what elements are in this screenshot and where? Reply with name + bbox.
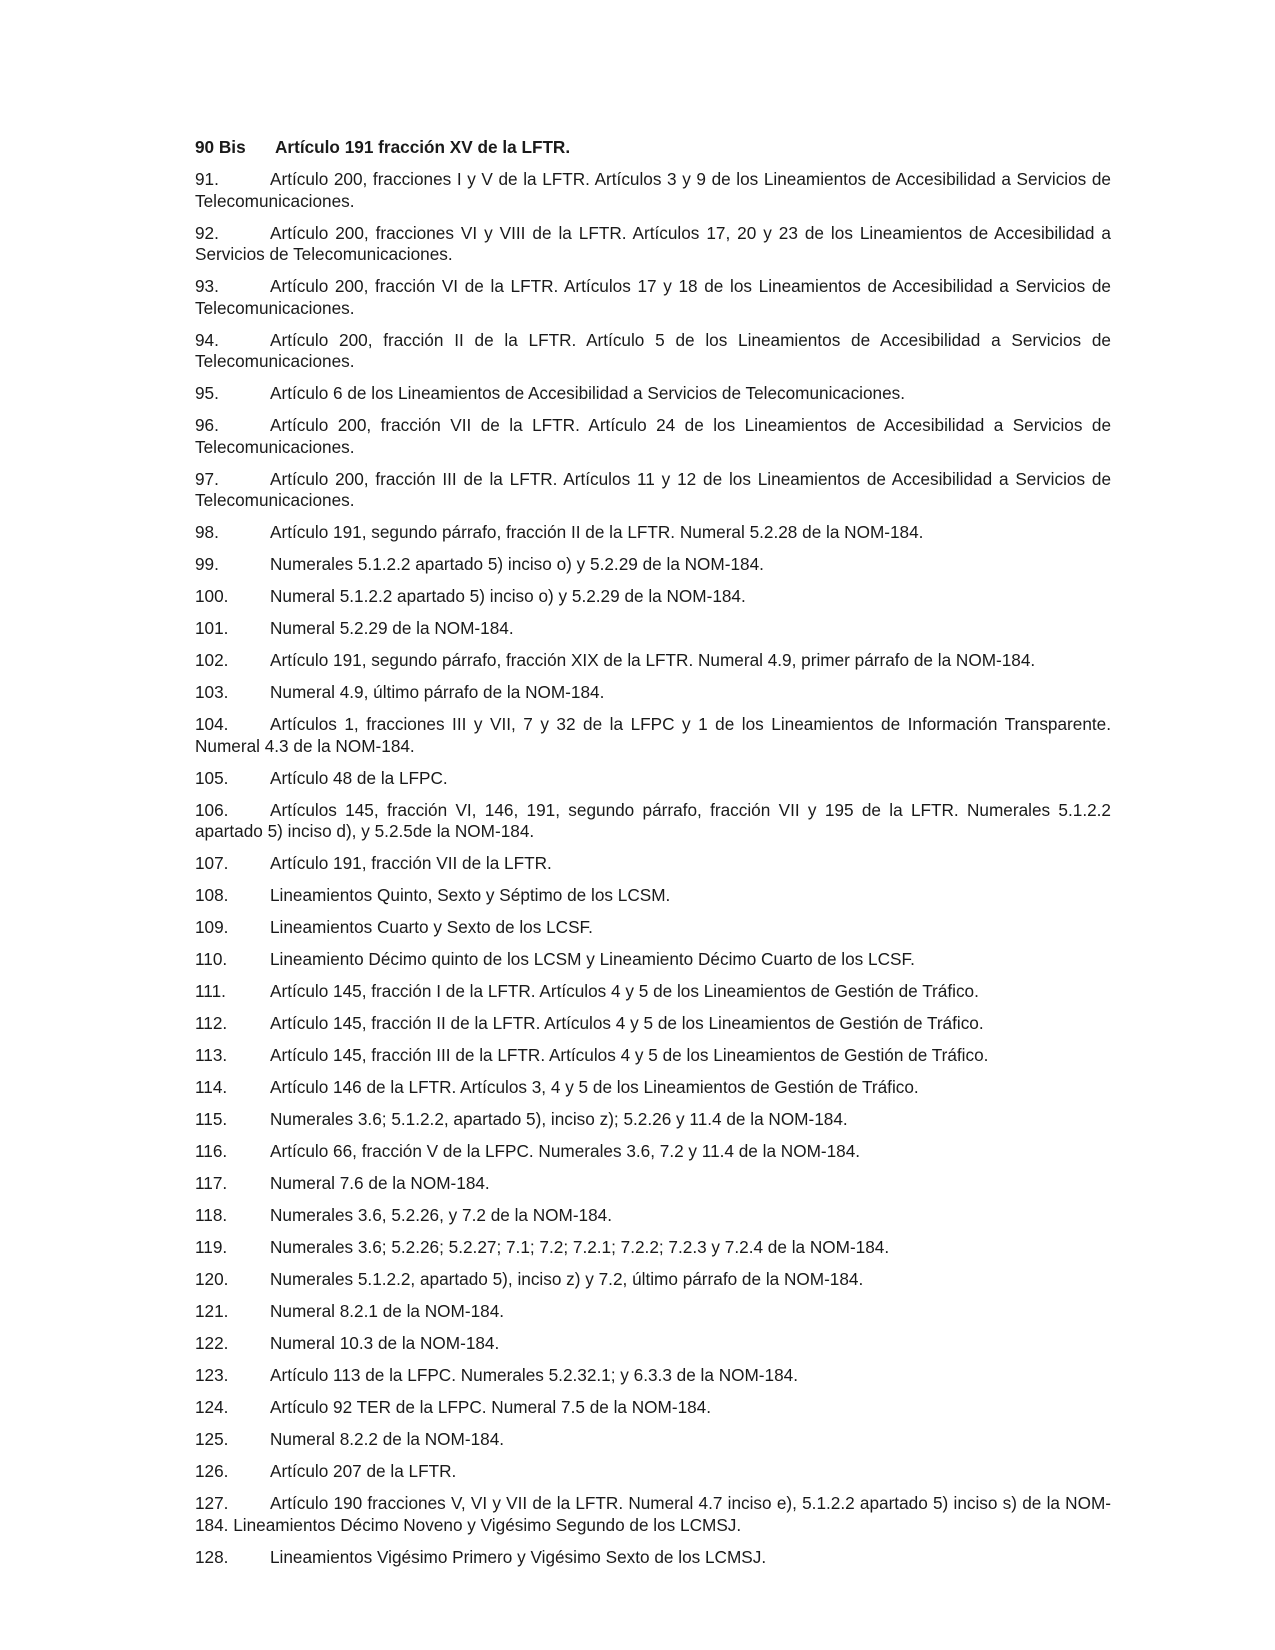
footnote-text: Artículo 48 de la LFPC. xyxy=(270,767,448,788)
footnote-text: Artículo 66, fracción V de la LFPC. Numerales 3.6, 7.2 y 11.4 de la NOM-184. xyxy=(270,1141,861,1161)
footnote-number: 106. xyxy=(195,799,229,820)
footnote-entry xyxy=(195,853,1111,875)
footnote-text: Numeral 5.2.29 de la NOM-184. xyxy=(270,618,514,638)
footnote-number: 105. xyxy=(195,767,229,788)
footnote-entry xyxy=(195,1109,1111,1131)
footnote-number: 95. xyxy=(195,383,219,403)
footnote-entry xyxy=(195,981,1111,1003)
footnote-text: Lineamiento Décimo quinto de los LCSM y Lineamiento Décimo Cuarto de los LCSF. xyxy=(270,949,915,969)
footnote-text: Artículo 200, fracción III de la LFTR. Artículos 11 y 12 de los Lineamientos de Accesibilidad a Servicios de Telecomunicaciones. xyxy=(195,468,1111,510)
footnote-number: 112. xyxy=(195,1013,228,1033)
footnote-number: 124. xyxy=(195,1397,229,1417)
footnote-number: 119. xyxy=(195,1237,228,1257)
footnote-number: 91. xyxy=(195,169,219,189)
footnote-entry xyxy=(195,330,1111,373)
footnote-number: 97. xyxy=(195,468,219,489)
footnote-entry xyxy=(195,1173,1111,1195)
footnote-number: 113. xyxy=(195,1045,228,1065)
footnote-text: Numeral 8.2.2 de la NOM-184. xyxy=(270,1429,505,1449)
footnote-text: Artículo 200, fracción VII de la LFTR. Artículo 24 de los Lineamientos de Accesibilidad a Servicios de Telecomunicaciones. xyxy=(195,415,1111,457)
footnote-entry xyxy=(195,1237,1111,1259)
footnote-text: Numerales 3.6; 5.1.2.2, apartado 5), inciso z); 5.2.26 y 11.4 de la NOM-184. xyxy=(270,1109,848,1129)
footnote-number: 122. xyxy=(195,1333,229,1353)
footnote-entry xyxy=(195,415,1111,458)
footnote-number: 93. xyxy=(195,276,219,296)
footnote-entry xyxy=(195,1547,1111,1569)
footnote-entry xyxy=(195,1013,1111,1035)
footnote-text: Numeral 7.6 de la NOM-184. xyxy=(270,1173,490,1193)
footnote-text: Artículo 191, segundo párrafo, fracción XIX de la LFTR. Numeral 4.9, primer párrafo de la NOM-184. xyxy=(270,650,1036,670)
footnote-entry xyxy=(195,800,1111,843)
footnote-number: 102. xyxy=(195,650,229,670)
footnote-entry xyxy=(195,949,1111,971)
footnote-entry xyxy=(195,1365,1111,1387)
footnote-text: Numeral 8.2.1 de la NOM-184. xyxy=(270,1301,505,1321)
footnote-text: Artículo 207 de la LFTR. xyxy=(270,1461,457,1481)
footnote-entry xyxy=(195,169,1111,212)
footnote-number: 125. xyxy=(195,1429,229,1449)
footnote-entry xyxy=(195,768,1111,790)
footnote-number: 99. xyxy=(195,554,219,574)
footnote-number: 115. xyxy=(195,1109,228,1129)
footnote-entry xyxy=(195,1461,1111,1483)
footnote-entry xyxy=(195,223,1111,266)
footnote-text: Artículo 190 fracciones V, VI y VII de la LFTR. Numeral 4.7 inciso e), 5.1.2.2 apartado 5) inciso s) de la NOM-184. Lineamientos Décimo Noveno y Vigésimo Segundo de los LCMSJ. xyxy=(195,1493,1111,1535)
footnote-text: Artículos 1, fracciones III y VII, 7 y 32 de la LFPC y 1 de los Lineamientos de Información Transparente. Numeral 4.3 de la NOM-184. xyxy=(195,714,1111,756)
footnote-text: Artículo 200, fracciones I y V de la LFTR. Artículos 3 y 9 de los Lineamientos de Accesibilidad a Servicios de Telecomunicaciones. xyxy=(195,169,1111,211)
footnote-number: 96. xyxy=(195,415,219,435)
footnote-entry xyxy=(195,885,1111,907)
footnotes-page xyxy=(195,137,1111,1579)
footnote-text: Lineamientos Quinto, Sexto y Séptimo de los LCSM. xyxy=(270,885,671,905)
footnote-number: 108. xyxy=(195,885,229,905)
footnote-text: Numerales 3.6; 5.2.26; 5.2.27; 7.1; 7.2; 7.2.1; 7.2.2; 7.2.3 y 7.2.4 de la NOM-184. xyxy=(270,1237,890,1257)
footnote-text: Numerales 5.1.2.2 apartado 5) inciso o) y 5.2.29 de la NOM-184. xyxy=(270,554,764,574)
footnote-text: Artículo 146 de la LFTR. Artículos 3, 4 y 5 de los Lineamientos de Gestión de Tráfico. xyxy=(270,1077,919,1097)
footnote-number: 116. xyxy=(195,1141,228,1161)
footnote-number: 117. xyxy=(195,1173,228,1193)
footnote-text: Artículos 145, fracción VI, 146, 191, segundo párrafo, fracción VII y 195 de la LFTR. Numerales 5.1.2.2 apartado 5) inciso d), y 5.2.5de la NOM-184. xyxy=(195,799,1111,841)
footnote-entry xyxy=(195,917,1111,939)
footnote-number: 128. xyxy=(195,1546,229,1567)
footnote-entry xyxy=(195,1429,1111,1451)
footnote-entry xyxy=(195,1045,1111,1067)
footnote-number: 92. xyxy=(195,222,219,243)
footnote-entry xyxy=(195,1333,1111,1355)
footnote-entry xyxy=(195,383,1111,405)
footnote-text: Artículo 191, segundo párrafo, fracción II de la LFTR. Numeral 5.2.28 de la NOM-184. xyxy=(270,522,924,542)
footnote-entry xyxy=(195,522,1111,544)
footnote-entry xyxy=(195,682,1111,704)
footnote-text: Artículo 145, fracción III de la LFTR. Artículos 4 y 5 de los Lineamientos de Gestión de Tráfico. xyxy=(270,1045,989,1065)
footnote-number: 109. xyxy=(195,917,229,937)
footnote-number: 127. xyxy=(195,1493,229,1513)
footnote-text: Numerales 3.6, 5.2.26, y 7.2 de la NOM-184. xyxy=(270,1205,613,1225)
footnote-text: Numeral 10.3 de la NOM-184. xyxy=(270,1333,500,1353)
footnote-number: 107. xyxy=(195,853,229,873)
footnote-number: 121. xyxy=(195,1301,229,1321)
footnote-entry xyxy=(195,714,1111,757)
footnote-text: Lineamientos Cuarto y Sexto de los LCSF. xyxy=(270,917,593,937)
footnote-number: 114. xyxy=(195,1077,228,1097)
footnote-number: 110. xyxy=(195,949,228,969)
footnote-number: 126. xyxy=(195,1461,229,1481)
footnote-entry xyxy=(195,1077,1111,1099)
footnote-text: Artículo 92 TER de la LFPC. Numeral 7.5 de la NOM-184. xyxy=(270,1397,712,1417)
footnote-entry xyxy=(195,1397,1111,1419)
footnote-number: 120. xyxy=(195,1269,229,1289)
footnote-text: Artículo 145, fracción II de la LFTR. Artículos 4 y 5 de los Lineamientos de Gestión de Tráfico. xyxy=(270,1013,984,1033)
footnote-number: 98. xyxy=(195,522,219,542)
footnote-text: Artículo 191 fracción XV de la LFTR. xyxy=(275,137,571,157)
footnote-entry xyxy=(195,137,1111,159)
footnote-text: Artículo 145, fracción I de la LFTR. Artículos 4 y 5 de los Lineamientos de Gestión de Tráfico. xyxy=(270,981,979,1001)
footnote-number: 104. xyxy=(195,714,229,734)
footnote-number: 103. xyxy=(195,682,229,702)
footnote-number: 118. xyxy=(195,1205,228,1225)
footnote-entry xyxy=(195,1205,1111,1227)
footnote-number: 111. xyxy=(195,981,226,1001)
footnote-number: 100. xyxy=(195,586,229,606)
footnote-text: Artículo 200, fracciones VI y VIII de la LFTR. Artículos 17, 20 y 23 de los Lineamientos de Accesibilidad a Servicios de Telecomunicaciones. xyxy=(195,222,1111,264)
footnote-number: 90 Bis xyxy=(195,137,246,157)
footnote-text: Lineamientos Vigésimo Primero y Vigésimo Sexto de los LCMSJ. xyxy=(270,1546,767,1567)
footnote-number: 101. xyxy=(195,618,229,638)
footnote-text: Artículo 191, fracción VII de la LFTR. xyxy=(270,853,552,873)
footnote-entry xyxy=(195,1269,1111,1291)
footnote-text: Artículo 200, fracción II de la LFTR. Artículo 5 de los Lineamientos de Accesibilidad a Servicios de Telecomunicaciones. xyxy=(195,329,1111,371)
footnote-text: Numeral 4.9, último párrafo de la NOM-184. xyxy=(270,682,605,702)
footnote-number: 94. xyxy=(195,329,219,350)
footnote-entry xyxy=(195,586,1111,608)
footnote-entry xyxy=(195,469,1111,512)
footnote-text: Numerales 5.1.2.2, apartado 5), inciso z) y 7.2, último párrafo de la NOM-184. xyxy=(270,1269,864,1289)
footnote-number: 123. xyxy=(195,1365,229,1385)
footnote-text: Artículo 6 de los Lineamientos de Accesibilidad a Servicios de Telecomunicaciones. xyxy=(270,383,906,403)
footnote-entry xyxy=(195,1493,1111,1536)
footnote-entry xyxy=(195,554,1111,576)
footnote-entry xyxy=(195,1301,1111,1323)
footnote-entry xyxy=(195,1141,1111,1163)
footnote-entry xyxy=(195,276,1111,319)
footnote-text: Artículo 113 de la LFPC. Numerales 5.2.32.1; y 6.3.3 de la NOM-184. xyxy=(270,1365,798,1385)
footnote-entry xyxy=(195,650,1111,672)
footnote-entry xyxy=(195,618,1111,640)
footnote-text: Artículo 200, fracción VI de la LFTR. Artículos 17 y 18 de los Lineamientos de Accesibilidad a Servicios de Telecomunicaciones. xyxy=(195,276,1111,318)
footnote-text: Numeral 5.1.2.2 apartado 5) inciso o) y 5.2.29 de la NOM-184. xyxy=(270,586,746,606)
